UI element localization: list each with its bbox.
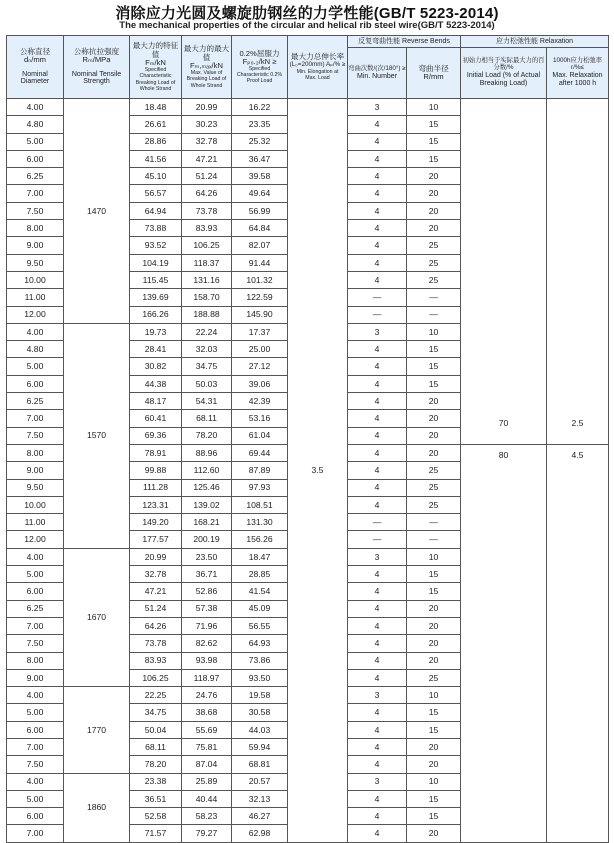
cell-proof-load: 36.47 (232, 150, 288, 167)
cell-max-load: 118.97 (182, 669, 232, 686)
table-row (7, 99, 609, 116)
cell-proof-load: 18.47 (232, 548, 288, 565)
cell-max-load: 79.27 (182, 825, 232, 842)
cell-max-load: 32.78 (182, 133, 232, 150)
cell-proof-load: 68.81 (232, 756, 288, 773)
cell-proof-load: 64.84 (232, 220, 288, 237)
cell-max-load: 71.96 (182, 617, 232, 634)
cell-bend-count: 4 (348, 271, 407, 288)
cell-characteristic-load: 149.20 (130, 514, 182, 531)
cell-proof-load: 39.06 (232, 375, 288, 392)
cell-proof-load: 56.55 (232, 617, 288, 634)
cell-bend-count: 3 (348, 323, 407, 340)
cell-bend-radius: 25 (407, 479, 461, 496)
header-bend-radius: 弯曲半径 R/mm (407, 48, 461, 99)
cell-bend-radius: 20 (407, 738, 461, 755)
cell-bend-radius: 15 (407, 704, 461, 721)
cell-bend-count: — (348, 531, 407, 548)
cell-diameter: 7.00 (7, 410, 64, 427)
cell-bend-count: — (348, 514, 407, 531)
cell-characteristic-load: 32.78 (130, 566, 182, 583)
cell-bend-radius: 15 (407, 375, 461, 392)
cell-proof-load: 62.98 (232, 825, 288, 842)
cell-bend-count: 3 (348, 548, 407, 565)
cell-characteristic-load: 34.75 (130, 704, 182, 721)
cell-bend-radius: — (407, 289, 461, 306)
cell-max-load: 78.20 (182, 427, 232, 444)
cell-proof-load: 16.22 (232, 99, 288, 116)
cell-diameter: 6.00 (7, 583, 64, 600)
cell-proof-load: 131.30 (232, 514, 288, 531)
cell-characteristic-load: 45.10 (130, 168, 182, 185)
cell-proof-load: 59.94 (232, 738, 288, 755)
cell-proof-load: 97.93 (232, 479, 288, 496)
cell-bend-radius: 25 (407, 496, 461, 513)
cell-bend-radius: 15 (407, 721, 461, 738)
cell-bend-radius: 15 (407, 341, 461, 358)
cell-characteristic-load: 106.25 (130, 669, 182, 686)
cell-max-load: 24.76 (182, 687, 232, 704)
cell-diameter: 9.00 (7, 669, 64, 686)
cell-bend-radius: 20 (407, 168, 461, 185)
cell-diameter: 11.00 (7, 514, 64, 531)
cell-bend-count: 4 (348, 479, 407, 496)
cell-proof-load: 87.89 (232, 462, 288, 479)
cell-bend-radius: 20 (407, 185, 461, 202)
cell-proof-load: 20.57 (232, 773, 288, 790)
cell-bend-radius: 15 (407, 583, 461, 600)
cell-bend-count: 4 (348, 393, 407, 410)
cell-bend-count: 3 (348, 773, 407, 790)
cell-bend-radius: 15 (407, 150, 461, 167)
cell-characteristic-load: 28.86 (130, 133, 182, 150)
cell-bend-count: 4 (348, 358, 407, 375)
cell-diameter: 8.00 (7, 652, 64, 669)
cell-characteristic-load: 36.51 (130, 790, 182, 807)
cell-bend-radius: 20 (407, 600, 461, 617)
cell-characteristic-load: 56.57 (130, 185, 182, 202)
cell-max-load: 38.68 (182, 704, 232, 721)
cell-characteristic-load: 73.88 (130, 220, 182, 237)
cell-max-load: 57.38 (182, 600, 232, 617)
cell-proof-load: 82.07 (232, 237, 288, 254)
cell-proof-load: 39.58 (232, 168, 288, 185)
cell-characteristic-load: 99.88 (130, 462, 182, 479)
cell-diameter: 7.50 (7, 756, 64, 773)
cell-bend-radius: 20 (407, 444, 461, 461)
header-relaxation-rate: 1000h应力松弛率r/%≤ Max. Relaxation after 1000 h (547, 48, 609, 99)
cell-diameter: 6.00 (7, 721, 64, 738)
cell-bend-radius: 15 (407, 358, 461, 375)
cell-diameter: 5.00 (7, 566, 64, 583)
cell-max-load: 118.37 (182, 254, 232, 271)
header-tensile-strength: 公称抗拉强度 Rₘ/MPa Nominal Tensile Strength (64, 36, 130, 99)
cell-tensile-strength: 1670 (64, 548, 130, 686)
cell-diameter: 9.50 (7, 254, 64, 271)
cell-bend-radius: 10 (407, 99, 461, 116)
cell-bend-count: 3 (348, 687, 407, 704)
cell-proof-load: 93.50 (232, 669, 288, 686)
cell-bend-radius: 20 (407, 635, 461, 652)
cell-max-load: 54.31 (182, 393, 232, 410)
cell-proof-load: 32.13 (232, 790, 288, 807)
cell-proof-load: 27.12 (232, 358, 288, 375)
cell-proof-load: 108.51 (232, 496, 288, 513)
cell-proof-load: 73.86 (232, 652, 288, 669)
cell-max-load: 51.24 (182, 168, 232, 185)
cell-characteristic-load: 23.38 (130, 773, 182, 790)
cell-proof-load: 64.93 (232, 635, 288, 652)
cell-diameter: 6.00 (7, 808, 64, 825)
cell-bend-count: 4 (348, 237, 407, 254)
cell-diameter: 11.00 (7, 289, 64, 306)
cell-bend-count: 4 (348, 168, 407, 185)
cell-max-load: 52.86 (182, 583, 232, 600)
cell-bend-count: 4 (348, 116, 407, 133)
cell-diameter: 9.50 (7, 479, 64, 496)
cell-max-load: 34.75 (182, 358, 232, 375)
page-title: 消除应力光圆及螺旋肋钢丝的力学性能(GB/T 5223-2014) (115, 5, 499, 22)
cell-bend-radius: 25 (407, 237, 461, 254)
cell-proof-load: 25.00 (232, 341, 288, 358)
cell-bend-radius: 10 (407, 548, 461, 565)
cell-max-load: 139.02 (182, 496, 232, 513)
cell-proof-load: 19.58 (232, 687, 288, 704)
cell-proof-load: 122.59 (232, 289, 288, 306)
header-reverse-bends-group: 反复弯曲性能 Reverse Bends (348, 36, 461, 48)
cell-max-load: 88.96 (182, 444, 232, 461)
cell-diameter: 6.25 (7, 600, 64, 617)
cell-max-load: 83.93 (182, 220, 232, 237)
cell-diameter: 12.00 (7, 531, 64, 548)
cell-bend-radius: 25 (407, 669, 461, 686)
cell-diameter: 7.00 (7, 738, 64, 755)
header-diameter: 公称直径 dₙ/mm Nominal Diameter (7, 36, 64, 99)
cell-diameter: 6.25 (7, 393, 64, 410)
cell-characteristic-load: 30.82 (130, 358, 182, 375)
cell-characteristic-load: 26.61 (130, 116, 182, 133)
cell-characteristic-load: 20.99 (130, 548, 182, 565)
cell-max-load: 50.03 (182, 375, 232, 392)
cell-bend-count: 4 (348, 652, 407, 669)
cell-diameter: 4.00 (7, 687, 64, 704)
cell-max-load: 23.50 (182, 548, 232, 565)
cell-bend-radius: 20 (407, 427, 461, 444)
cell-elongation: 3.5 (288, 99, 348, 843)
cell-max-load: 30.23 (182, 116, 232, 133)
table-header (7, 36, 609, 99)
cell-proof-load: 46.27 (232, 808, 288, 825)
cell-proof-load: 45.09 (232, 600, 288, 617)
cell-bend-radius: 20 (407, 825, 461, 842)
cell-bend-count: 4 (348, 635, 407, 652)
cell-diameter: 6.25 (7, 168, 64, 185)
cell-bend-radius: 15 (407, 116, 461, 133)
cell-diameter: 7.50 (7, 635, 64, 652)
cell-proof-load: 30.58 (232, 704, 288, 721)
cell-diameter: 10.00 (7, 496, 64, 513)
cell-bend-count: 4 (348, 825, 407, 842)
cell-diameter: 4.00 (7, 773, 64, 790)
cell-proof-load: 49.64 (232, 185, 288, 202)
cell-diameter: 7.00 (7, 185, 64, 202)
cell-characteristic-load: 68.11 (130, 738, 182, 755)
cell-bend-count: 4 (348, 704, 407, 721)
cell-max-load: 125.46 (182, 479, 232, 496)
cell-bend-count: 4 (348, 738, 407, 755)
cell-characteristic-load: 50.04 (130, 721, 182, 738)
cell-bend-radius: 15 (407, 790, 461, 807)
cell-proof-load: 28.85 (232, 566, 288, 583)
cell-characteristic-load: 139.69 (130, 289, 182, 306)
cell-characteristic-load: 78.20 (130, 756, 182, 773)
page-subtitle: The mechanical properties of the circular and helical rib steel wire(GB/T 5223-2014) (119, 20, 495, 31)
cell-max-load: 112.60 (182, 462, 232, 479)
cell-proof-load: 156.26 (232, 531, 288, 548)
cell-max-load: 47.21 (182, 150, 232, 167)
cell-characteristic-load: 47.21 (130, 583, 182, 600)
cell-diameter: 6.00 (7, 150, 64, 167)
cell-max-load: 58.23 (182, 808, 232, 825)
cell-max-load: 75.81 (182, 738, 232, 755)
cell-diameter: 7.50 (7, 202, 64, 219)
cell-max-load: 25.89 (182, 773, 232, 790)
cell-bend-count: 4 (348, 566, 407, 583)
cell-bend-count: 4 (348, 444, 407, 461)
cell-characteristic-load: 18.48 (130, 99, 182, 116)
cell-bend-count: 4 (348, 721, 407, 738)
cell-max-load: 55.69 (182, 721, 232, 738)
cell-characteristic-load: 64.26 (130, 617, 182, 634)
cell-bend-count: 4 (348, 790, 407, 807)
cell-characteristic-load: 104.19 (130, 254, 182, 271)
cell-characteristic-load: 93.52 (130, 237, 182, 254)
cell-bend-radius: 20 (407, 202, 461, 219)
cell-max-load: 106.25 (182, 237, 232, 254)
cell-bend-radius: 15 (407, 566, 461, 583)
cell-max-load: 188.88 (182, 306, 232, 323)
cell-characteristic-load: 115.45 (130, 271, 182, 288)
cell-diameter: 5.00 (7, 358, 64, 375)
cell-characteristic-load: 71.57 (130, 825, 182, 842)
header-max-load: 最大力的最大值 Fₘ,ₘₐₓ/kN Max. Value of Breaking Load of Whole Strand (182, 36, 232, 99)
cell-bend-radius: 25 (407, 462, 461, 479)
cell-characteristic-load: 111.28 (130, 479, 182, 496)
cell-characteristic-load: 166.26 (130, 306, 182, 323)
cell-bend-count: 4 (348, 600, 407, 617)
mechanical-properties-table (6, 35, 609, 843)
cell-bend-count: 4 (348, 756, 407, 773)
header-initial-load: 初始力相当于实际最大力的百分数/% Initial Load (% of Actual Breaking Load) (461, 48, 547, 99)
cell-bend-radius: 15 (407, 808, 461, 825)
cell-bend-radius: — (407, 306, 461, 323)
cell-characteristic-load: 60.41 (130, 410, 182, 427)
cell-characteristic-load: 78.91 (130, 444, 182, 461)
cell-tensile-strength: 1770 (64, 687, 130, 773)
cell-bend-count: 4 (348, 254, 407, 271)
cell-characteristic-load: 41.56 (130, 150, 182, 167)
table-body (7, 99, 609, 843)
cell-diameter: 7.50 (7, 427, 64, 444)
cell-characteristic-load: 22.25 (130, 687, 182, 704)
cell-max-load: 87.04 (182, 756, 232, 773)
cell-bend-radius: 10 (407, 773, 461, 790)
cell-bend-radius: 10 (407, 687, 461, 704)
cell-bend-radius: 20 (407, 756, 461, 773)
cell-bend-radius: — (407, 531, 461, 548)
cell-max-load: 168.21 (182, 514, 232, 531)
cell-initial-load: 80 (461, 444, 547, 842)
header-relaxation-group: 应力松弛性能 Relaxation (461, 36, 609, 48)
cell-bend-count: 4 (348, 617, 407, 634)
cell-diameter: 8.00 (7, 220, 64, 237)
cell-diameter: 12.00 (7, 306, 64, 323)
cell-initial-load: 70 (461, 99, 547, 445)
cell-proof-load: 23.35 (232, 116, 288, 133)
cell-bend-radius: 20 (407, 393, 461, 410)
header-bend-count: 弯曲次数/(次/180°) ≥ Min. Number (348, 48, 407, 99)
cell-proof-load: 41.54 (232, 583, 288, 600)
cell-bend-count: 4 (348, 133, 407, 150)
cell-diameter: 6.00 (7, 375, 64, 392)
cell-characteristic-load: 83.93 (130, 652, 182, 669)
cell-bend-count: 4 (348, 341, 407, 358)
cell-diameter: 5.00 (7, 790, 64, 807)
cell-characteristic-load: 123.31 (130, 496, 182, 513)
cell-diameter: 4.80 (7, 116, 64, 133)
cell-bend-radius: 20 (407, 652, 461, 669)
cell-max-load: 68.11 (182, 410, 232, 427)
cell-characteristic-load: 48.17 (130, 393, 182, 410)
cell-tensile-strength: 1570 (64, 323, 130, 548)
cell-max-load: 200.19 (182, 531, 232, 548)
cell-bend-count: — (348, 306, 407, 323)
cell-max-load: 20.99 (182, 99, 232, 116)
cell-diameter: 8.00 (7, 444, 64, 461)
cell-tensile-strength: 1860 (64, 773, 130, 842)
cell-bend-count: 4 (348, 462, 407, 479)
cell-bend-radius: 25 (407, 271, 461, 288)
cell-diameter: 9.00 (7, 462, 64, 479)
cell-bend-count: 4 (348, 150, 407, 167)
cell-bend-radius: 20 (407, 617, 461, 634)
cell-diameter: 5.00 (7, 704, 64, 721)
cell-diameter: 4.00 (7, 99, 64, 116)
cell-proof-load: 17.37 (232, 323, 288, 340)
cell-diameter: 7.00 (7, 825, 64, 842)
cell-proof-load: 145.90 (232, 306, 288, 323)
cell-bend-radius: 20 (407, 410, 461, 427)
cell-characteristic-load: 177.57 (130, 531, 182, 548)
cell-bend-radius: — (407, 514, 461, 531)
cell-characteristic-load: 44.38 (130, 375, 182, 392)
cell-bend-count: 4 (348, 202, 407, 219)
cell-characteristic-load: 64.94 (130, 202, 182, 219)
cell-bend-radius: 15 (407, 133, 461, 150)
cell-max-load: 64.26 (182, 185, 232, 202)
cell-bend-count: 3 (348, 99, 407, 116)
cell-diameter: 7.00 (7, 617, 64, 634)
cell-max-load: 32.03 (182, 341, 232, 358)
cell-characteristic-load: 28.41 (130, 341, 182, 358)
cell-characteristic-load: 52.58 (130, 808, 182, 825)
cell-proof-load: 69.44 (232, 444, 288, 461)
cell-tensile-strength: 1470 (64, 99, 130, 324)
cell-bend-count: 4 (348, 427, 407, 444)
cell-proof-load: 42.39 (232, 393, 288, 410)
cell-bend-count: 4 (348, 583, 407, 600)
cell-proof-load: 91.44 (232, 254, 288, 271)
cell-max-load: 22.24 (182, 323, 232, 340)
cell-diameter: 5.00 (7, 133, 64, 150)
cell-proof-load: 44.03 (232, 721, 288, 738)
cell-proof-load: 25.32 (232, 133, 288, 150)
cell-diameter: 10.00 (7, 271, 64, 288)
cell-bend-count: 4 (348, 496, 407, 513)
cell-proof-load: 56.99 (232, 202, 288, 219)
cell-relaxation-rate: 2.5 (547, 99, 609, 445)
cell-proof-load: 61.04 (232, 427, 288, 444)
cell-characteristic-load: 51.24 (130, 600, 182, 617)
cell-max-load: 40.44 (182, 790, 232, 807)
cell-diameter: 4.00 (7, 548, 64, 565)
cell-characteristic-load: 69.36 (130, 427, 182, 444)
cell-bend-count: 4 (348, 808, 407, 825)
cell-max-load: 73.78 (182, 202, 232, 219)
header-elongation: 最大力总伸长率 (L₀=200mm) Aₚ/% ≥ Min. Elongation at Max. Load (288, 36, 348, 99)
cell-max-load: 131.16 (182, 271, 232, 288)
cell-characteristic-load: 19.73 (130, 323, 182, 340)
cell-bend-count: 4 (348, 375, 407, 392)
cell-bend-radius: 25 (407, 254, 461, 271)
cell-bend-count: — (348, 289, 407, 306)
cell-proof-load: 101.32 (232, 271, 288, 288)
cell-max-load: 158.70 (182, 289, 232, 306)
cell-bend-count: 4 (348, 669, 407, 686)
cell-max-load: 36.71 (182, 566, 232, 583)
cell-bend-count: 4 (348, 220, 407, 237)
cell-bend-radius: 20 (407, 220, 461, 237)
cell-diameter: 4.00 (7, 323, 64, 340)
cell-characteristic-load: 73.78 (130, 635, 182, 652)
header-characteristic-load: 最大力的特征值 Fₘ/kN Specified Characteristic Breaking Load of Whole Strand (130, 36, 182, 99)
cell-max-load: 82.62 (182, 635, 232, 652)
cell-bend-count: 4 (348, 185, 407, 202)
cell-max-load: 93.98 (182, 652, 232, 669)
cell-bend-radius: 10 (407, 323, 461, 340)
cell-diameter: 4.80 (7, 341, 64, 358)
cell-proof-load: 53.16 (232, 410, 288, 427)
cell-diameter: 9.00 (7, 237, 64, 254)
cell-bend-count: 4 (348, 410, 407, 427)
header-proof-load: 0.2%屈服力 Fₚ₀.₂/kN ≥ Specified Characteristic 0.2% Proof Load (232, 36, 288, 99)
cell-relaxation-rate: 4.5 (547, 444, 609, 842)
